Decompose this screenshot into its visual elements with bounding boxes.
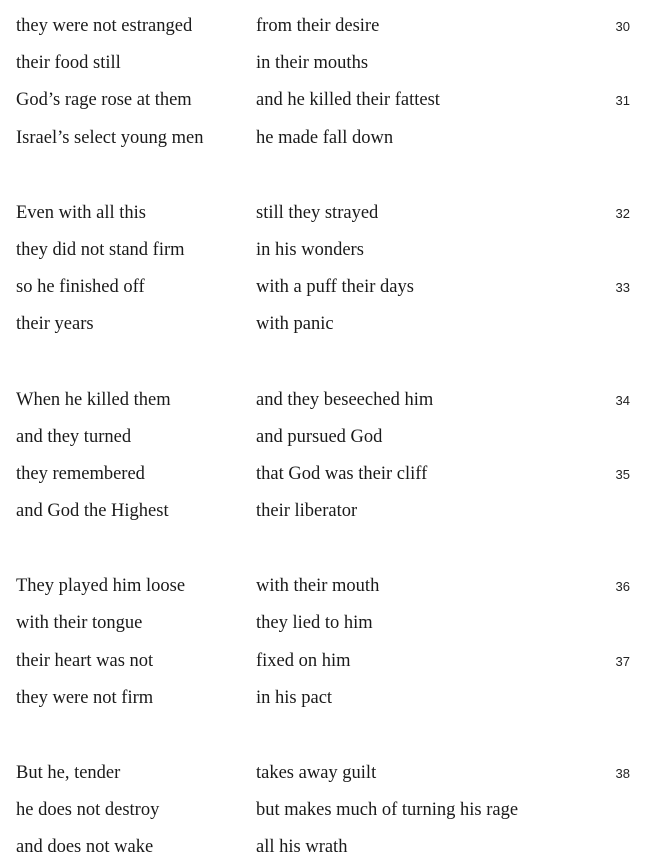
line-second-half: with a puff their days bbox=[256, 277, 414, 298]
stanza bbox=[0, 755, 664, 867]
verse-line bbox=[0, 8, 664, 45]
line-second-half: with their mouth bbox=[256, 576, 380, 597]
line-first-half: their years bbox=[16, 314, 94, 335]
stanza bbox=[0, 195, 664, 344]
line-first-half: Even with all this bbox=[16, 202, 146, 223]
line-second-half: in his pact bbox=[256, 687, 333, 708]
verse-number: 36 bbox=[615, 579, 630, 595]
line-second-half: he made fall down bbox=[256, 127, 394, 148]
verse-number: 35 bbox=[615, 466, 630, 482]
line-first-half: But he, tender bbox=[16, 763, 121, 783]
line-first-half: their heart was not bbox=[16, 650, 154, 671]
line-second-half: fixed on him bbox=[256, 650, 351, 671]
line-second-half: in his wonders bbox=[256, 239, 364, 260]
line-second-half: still they strayed bbox=[256, 202, 379, 223]
line-second-half: takes away guilt bbox=[256, 763, 377, 783]
verse-number: 38 bbox=[615, 766, 630, 781]
verse-line bbox=[0, 568, 664, 605]
verse-number: 32 bbox=[615, 205, 630, 221]
line-second-half: all his wrath bbox=[256, 837, 348, 858]
verse-line bbox=[0, 45, 664, 82]
line-first-half: so he finished off bbox=[16, 277, 145, 298]
verse-line bbox=[0, 232, 664, 269]
verse-line bbox=[0, 306, 664, 343]
verse-number: 31 bbox=[615, 93, 630, 109]
verse-number: 37 bbox=[615, 653, 630, 669]
verse-number: 34 bbox=[615, 392, 630, 408]
verse-line bbox=[0, 755, 664, 792]
verse-line bbox=[0, 82, 664, 119]
line-second-half: and they beseeched him bbox=[256, 389, 434, 410]
line-first-half: When he killed them bbox=[16, 389, 171, 410]
verse-line bbox=[0, 792, 664, 829]
line-first-half: they were not firm bbox=[16, 687, 154, 708]
line-second-half: that God was their cliff bbox=[256, 463, 428, 484]
line-first-half: and God the Highest bbox=[16, 501, 169, 522]
verse-line bbox=[0, 493, 664, 530]
line-first-half: their food still bbox=[16, 53, 121, 74]
verse-number: 30 bbox=[615, 19, 630, 34]
line-second-half: but makes much of turning his rage bbox=[256, 800, 519, 821]
line-second-half: and pursued God bbox=[256, 426, 383, 447]
line-first-half: God’s rage rose at them bbox=[16, 90, 192, 111]
line-first-half: they did not stand firm bbox=[16, 239, 185, 260]
line-first-half: with their tongue bbox=[16, 613, 143, 634]
line-first-half: they remembered bbox=[16, 463, 145, 484]
line-second-half: from their desire bbox=[256, 16, 380, 36]
line-first-half: Israel’s select young men bbox=[16, 127, 204, 148]
line-first-half: they were not estranged bbox=[16, 16, 193, 36]
verse-line bbox=[0, 680, 664, 717]
verse-line bbox=[0, 419, 664, 456]
line-second-half: in their mouths bbox=[256, 53, 369, 74]
line-first-half: and they turned bbox=[16, 426, 132, 447]
verse-line bbox=[0, 456, 664, 493]
verse-line bbox=[0, 120, 664, 157]
verse-line bbox=[0, 605, 664, 642]
line-second-half: with panic bbox=[256, 314, 334, 335]
line-first-half: he does not destroy bbox=[16, 800, 160, 821]
line-first-half: and does not wake bbox=[16, 837, 154, 858]
verse-line bbox=[0, 195, 664, 232]
line-first-half: They played him loose bbox=[16, 576, 186, 597]
verse-line bbox=[0, 382, 664, 419]
verse-line bbox=[0, 829, 664, 866]
line-second-half: their liberator bbox=[256, 501, 358, 522]
poem-page bbox=[0, 8, 664, 867]
line-second-half: they lied to him bbox=[256, 613, 373, 634]
verse-line bbox=[0, 269, 664, 306]
verse-number: 33 bbox=[615, 280, 630, 296]
verse-line bbox=[0, 643, 664, 680]
stanza bbox=[0, 8, 664, 157]
stanza bbox=[0, 382, 664, 531]
line-second-half: and he killed their fattest bbox=[256, 90, 440, 111]
stanza bbox=[0, 568, 664, 717]
